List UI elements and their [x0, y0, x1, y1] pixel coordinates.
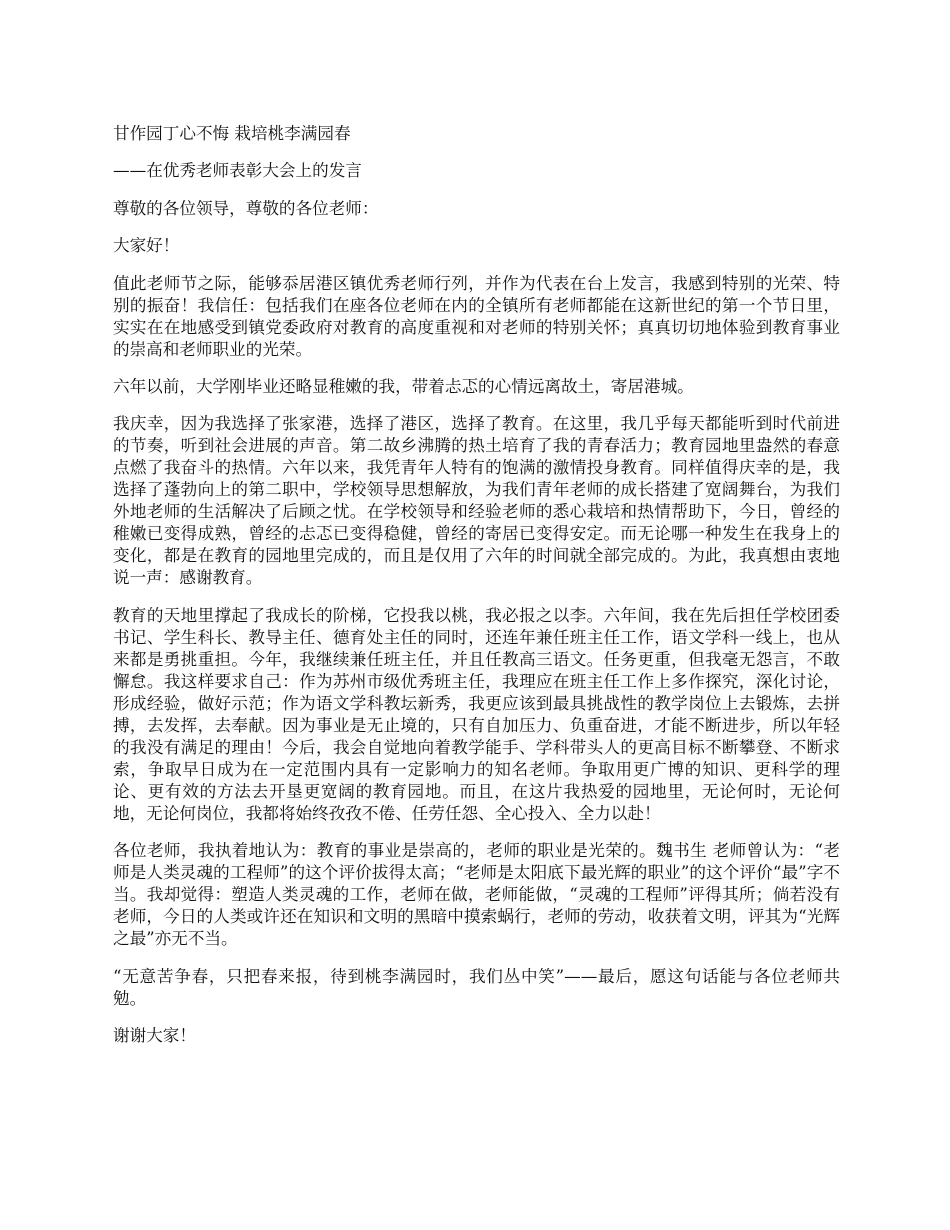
body-paragraph: 值此老师节之际，能够忝居港区镇优秀老师行列，并作为代表在台上发言，我感到特别的光荣、特别的振奋！我信任：包括我们在座各位老师在内的全镇所有老师都能在这新世纪的第一个节日里，实实在在地感受到镇党委政府对教育的高度重视和对老师的特别关怀；真真切切地体验到教育事业的崇高和老师职业的光荣。 — [113, 273, 840, 359]
body-paragraph: 我庆幸，因为我选择了张家港，选择了港区，选择了教育。在这里，我几乎每天都能听到时代前进的节奏，听到社会进展的声音。第二故乡沸腾的热土培育了我的青春活力；教育园地里盎然的春意点燃了我奋斗的热情。六年以来，我凭青年人特有的饱满的激情投身教育。同样值得庆幸的是，我选择了蓬勃向上的第二职中，学校领导思想解放，为我们青年老师的成长搭建了宽阔舞台，为我们外地老师的生活解决了后顾之忧。在学校领导和经验老师的悉心栽培和热情帮助下，今日，曾经的稚嫩已变得成熟，曾经的忐忑已变得稳健，曾经的寄居已变得安定。而无论哪一种发生在我身上的变化，都是在教育的园地里完成的，而且是仅用了六年的时间就全部完成的。为此，我真想由衷地说一声：感谢教育。 — [113, 414, 840, 588]
greeting: 大家好！ — [113, 236, 180, 256]
speech-document — [113, 123, 840, 1062]
body-paragraph: 各位老师，我执着地认为：教育的事业是崇高的，老师的职业是光荣的。魏书生 老师曾认为：“老师是人类灵魂的工程师”的这个评价拔得太高；“老师是太阳底下最光辉的职业”的这个评价“最”字不当。我却觉得：塑造人类灵魂的工作，老师在做，老师能做，“灵魂的工程师”评得其所；倘若没有老师，今日的人类或许还在知识和文明的黑暗中摸索蜗行，老师的劳动，收获着文明，评其为“光辉之最”亦无不当。 — [113, 841, 840, 949]
body-paragraph: “无意苦争春，只把春来报，待到桃李满园时，我们丛中笑”——最后，愿这句话能与各位老师共勉。 — [113, 966, 840, 1008]
body-paragraph: 六年以前，大学刚毕业还略显稚嫩的我，带着忐忑的心情远离故土，寄居港城。 — [113, 376, 694, 396]
speech-title: 甘作园丁心不悔 栽培桃李满园春 — [113, 124, 351, 143]
speech-subtitle: ——在优秀老师表彰大会上的发言 — [113, 161, 362, 181]
body-paragraph: 教育的天地里撑起了我成长的阶梯，它投我以桃，我必报之以李。六年间，我在先后担任学校团委书记、学生科长、教导主任、德育处主任的同时，还连年兼任班主任工作，语文学科一线上，也从来都是勇挑重担。今年，我继续兼任班主任，并且任教高三语文。任务更重，但我毫无怨言，不敢懈怠。我这样要求自己：作为苏州市级优秀班主任，我理应在班主任工作上多作探究，深化讨论，形成经验，做好示范；作为语文学科教坛新秀，我更应该到最具挑战性的教学岗位上去锻炼，去拼搏，去发挥，去奉献。因为事业是无止境的，只有自加压力、负重奋进，才能不断进步，所以年轻的我没有满足的理由！今后，我会自觉地向着教学能手、学科带头人的更高目标不断攀登、不断求索，争取早日成为在一定范围内具有一定影响力的知名老师。争取用更广博的知识、更科学的理论、更有效的方法去开垦更宽阔的教育园地。而且，在这片我热爱的园地里，无论何时，无论何地，无论何岗位，我都将始终孜孜不倦、任劳任怨、全心投入、全力以赴！ — [113, 605, 840, 823]
closing: 谢谢大家！ — [113, 1025, 196, 1045]
salutation: 尊敬的各位领导，尊敬的各位老师： — [113, 198, 379, 218]
